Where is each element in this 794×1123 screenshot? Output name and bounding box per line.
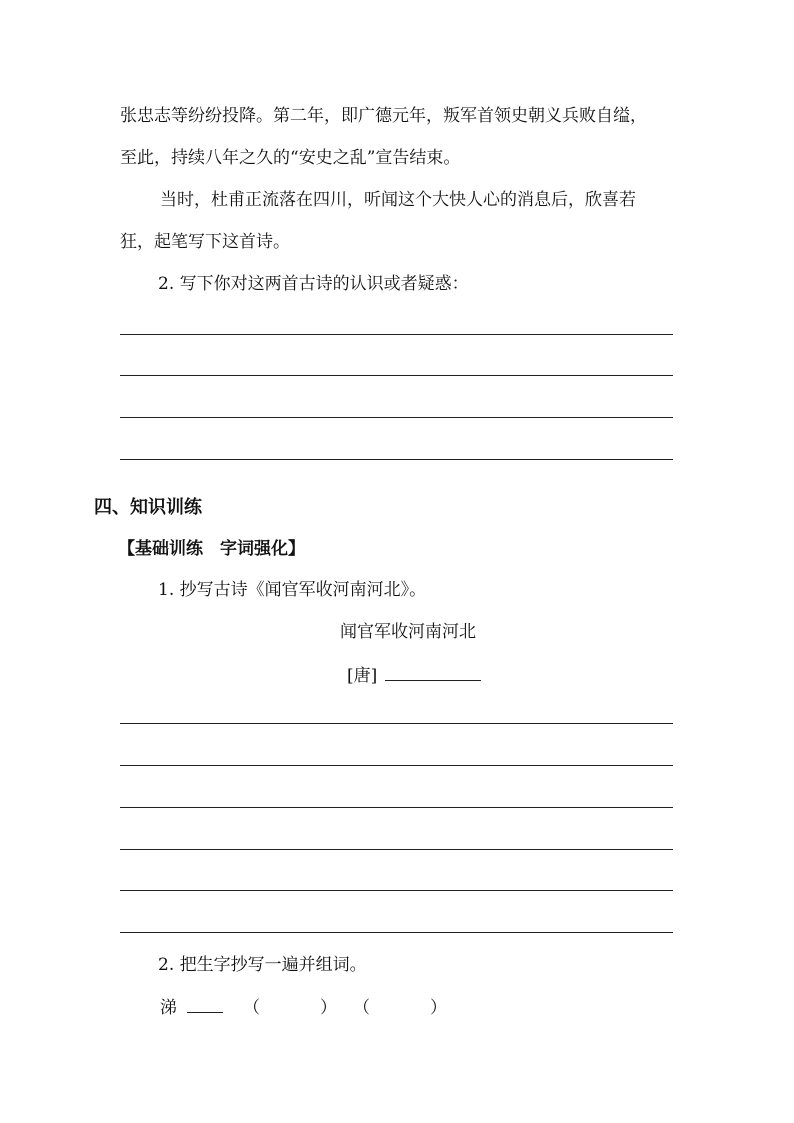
copy-line[interactable]	[120, 723, 673, 724]
copy-line[interactable]	[120, 890, 673, 891]
passage-line-2: 至此，持续八年之久的“安史之乱”宣告结束。	[120, 148, 461, 168]
copy-line[interactable]	[120, 932, 673, 933]
character-copy-blank[interactable]	[187, 994, 223, 1013]
passage-line-1: 张忠志等纷纷投降。第二年，即广德元年，叛军首领史朝义兵败自缢，	[120, 106, 647, 126]
word-paren-open: （	[353, 998, 370, 1018]
answer-line[interactable]	[120, 459, 673, 460]
answer-line[interactable]	[120, 417, 673, 418]
answer-line[interactable]	[120, 334, 673, 335]
character-row	[160, 994, 447, 1020]
copy-line[interactable]	[120, 765, 673, 766]
passage-line-3: 当时，杜甫正流落在四川，听闻这个大快人心的消息后，欣喜若	[160, 190, 636, 210]
poem-author-row	[347, 662, 481, 688]
section-subtitle: 【基础训练 字词强化】	[118, 539, 305, 559]
exercise-1-prompt: 1. 抄写古诗《闻官军收河南河北》。	[158, 580, 427, 600]
poem-dynasty: [唐]	[347, 666, 378, 686]
word-paren-open: （	[243, 998, 260, 1018]
poem-title: 闻官军收河南河北	[340, 622, 476, 642]
passage-line-4: 狂，起笔写下这首诗。	[120, 232, 290, 252]
section-title: 四、知识训练	[94, 497, 202, 518]
exercise-2-prompt: 2. 把生字抄写一遍并组词。	[158, 955, 367, 975]
author-blank[interactable]	[385, 662, 481, 681]
character: 涕	[160, 998, 177, 1018]
copy-line[interactable]	[120, 807, 673, 808]
copy-line[interactable]	[120, 849, 673, 850]
word-paren-close: ）	[430, 998, 447, 1018]
question-2-prompt: 2. 写下你对这两首古诗的认识或者疑惑：	[158, 274, 469, 294]
answer-line[interactable]	[120, 375, 673, 376]
word-paren-close: ）	[320, 998, 337, 1018]
